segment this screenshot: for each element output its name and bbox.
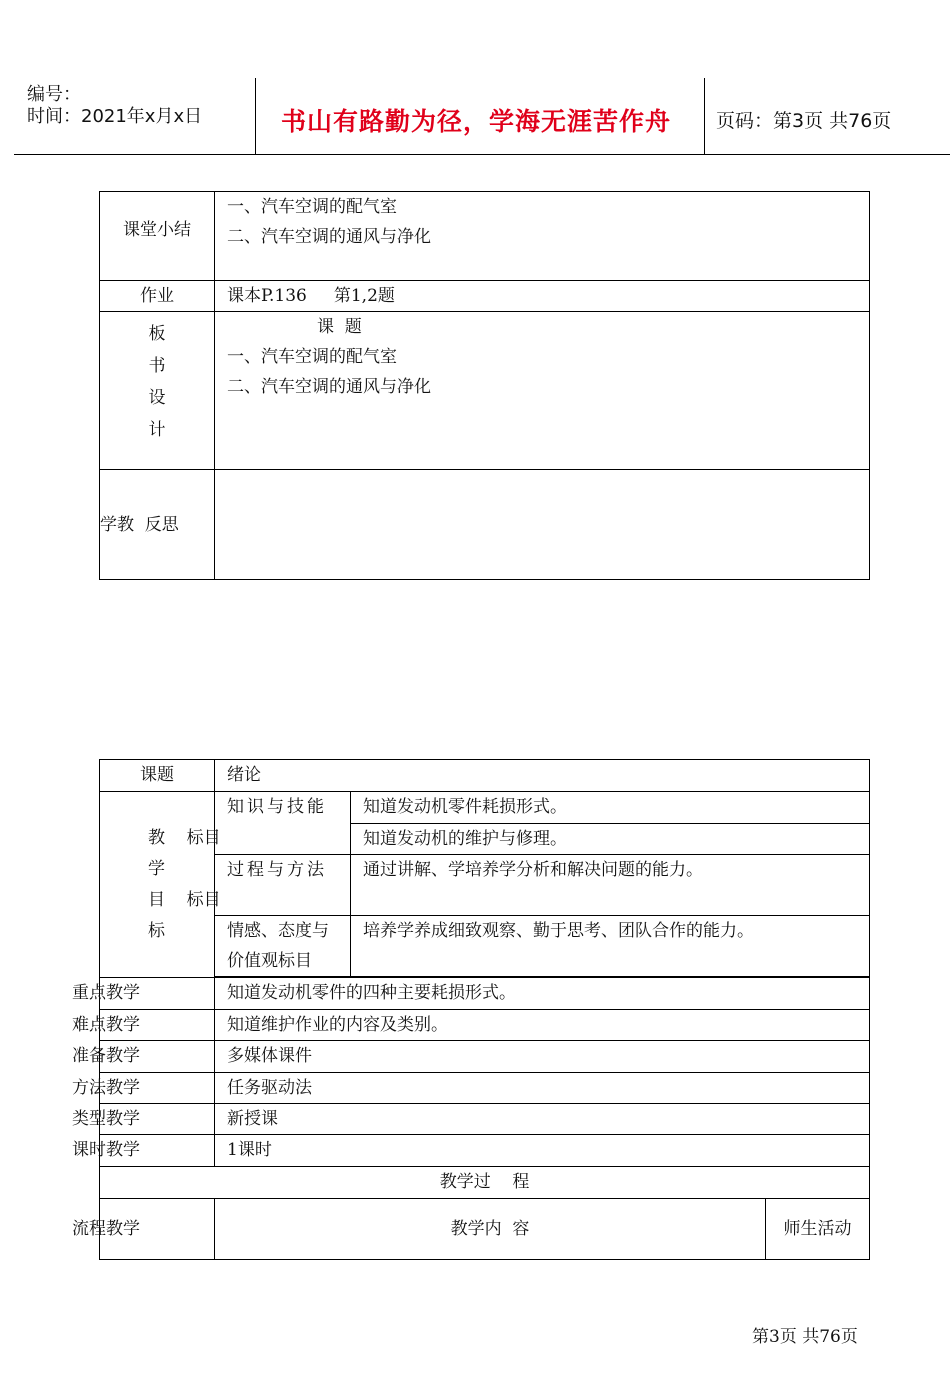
header-divider-right	[704, 78, 705, 155]
summary-label: 课堂小结	[123, 220, 191, 240]
document-time-label: 时间：2021年x月x日	[27, 106, 203, 127]
process-label: 过程与方法	[215, 855, 351, 916]
process-text: 通过讲解、学培养学分析和解决问题的能力。	[351, 855, 870, 916]
board-label-char-3: 设	[148, 388, 166, 408]
topic-label: 课题	[100, 760, 215, 792]
teacher-student-activity-label: 师生活动	[766, 1199, 870, 1260]
method-value: 任务驱动法	[215, 1073, 870, 1104]
lesson-type-value: 新授课	[215, 1104, 870, 1135]
header-motto: 书山有路勤为径，学海无涯苦作舟	[281, 107, 672, 136]
emotion-label-line-2: 价值观标目	[227, 951, 312, 971]
key-points-value: 知道发动机零件的四种主要耗损形式。	[215, 978, 870, 1010]
key-points-row	[100, 978, 870, 1010]
goals-label-line-2: 学	[148, 858, 165, 879]
flow-label: 流程教学	[100, 1199, 215, 1260]
goals-label-line-1: 教 标目	[148, 827, 221, 848]
preparation-row	[100, 1041, 870, 1073]
class-hours-row	[100, 1135, 870, 1167]
goals-label-line-4: 标	[148, 920, 165, 941]
topic-row	[100, 760, 870, 792]
reflection-label: 学教 反思	[100, 470, 215, 580]
board-design-label-cell	[100, 312, 215, 470]
knowledge-row-1	[100, 792, 870, 824]
preparation-value: 多媒体课件	[215, 1041, 870, 1073]
summary-content-cell	[215, 192, 870, 281]
emotion-text: 培养学养成细致观察、勤于思考、团队合作的能力。	[351, 916, 870, 977]
class-hours-value: 1课时	[215, 1135, 870, 1167]
document-number-label: 编号：	[27, 84, 81, 105]
emotion-label-cell	[215, 916, 351, 977]
summary-row	[100, 192, 870, 281]
preparation-label: 准备教学	[100, 1041, 215, 1073]
board-title: 课 题	[317, 317, 362, 337]
lesson-type-row	[100, 1104, 870, 1135]
topic-value: 绪论	[215, 760, 870, 792]
difficulties-label: 难点教学	[100, 1010, 215, 1041]
board-design-row	[100, 312, 870, 470]
flow-row	[100, 1199, 870, 1260]
board-label-char-1: 板	[148, 324, 166, 344]
homework-text: 课本P.136 第1,2题	[215, 281, 870, 312]
teaching-process-header: 教学过 程	[100, 1167, 870, 1199]
emotion-row	[100, 916, 870, 977]
key-points-label: 重点教学	[100, 978, 215, 1010]
difficulties-row	[100, 1010, 870, 1041]
board-line-2: 二、汽车空调的通风与净化	[227, 377, 431, 397]
summary-line-2: 二、汽车空调的通风与净化	[227, 227, 431, 247]
header-bottom-rule	[14, 154, 950, 155]
method-row	[100, 1073, 870, 1104]
knowledge-item-1: 知道发动机零件耗损形式。	[351, 792, 870, 824]
board-label-char-4: 计	[148, 420, 166, 440]
summary-label-cell	[100, 192, 215, 281]
reflection-row	[100, 470, 870, 580]
board-line-1: 一、汽车空调的配气室	[227, 347, 397, 367]
method-label: 方法教学	[100, 1073, 215, 1104]
teaching-goals-label-cell	[100, 792, 221, 978]
homework-row	[100, 281, 870, 312]
difficulties-value: 知道维护作业的内容及类别。	[215, 1010, 870, 1041]
lesson-plan-table	[72, 759, 870, 1260]
header-page-code: 页码：第3页 共76页	[716, 110, 892, 132]
goals-label-line-3: 目 标目	[148, 889, 221, 910]
knowledge-item-2: 知道发动机的维护与修理。	[351, 824, 870, 855]
homework-label: 作业	[100, 281, 215, 312]
knowledge-label: 知识与技能	[215, 792, 351, 855]
header-divider-left	[255, 78, 256, 155]
footer-page-number: 第3页 共76页	[752, 1327, 858, 1347]
class-hours-label: 课时教学	[100, 1135, 215, 1167]
lesson-type-label: 类型教学	[100, 1104, 215, 1135]
emotion-label-line-1: 情感、态度与	[227, 921, 329, 941]
teaching-content-label: 教学内 容	[215, 1199, 766, 1260]
process-header-row	[100, 1167, 870, 1199]
lesson-summary-table	[99, 191, 870, 580]
reflection-content	[215, 470, 870, 580]
board-design-content	[215, 312, 870, 470]
summary-line-1: 一、汽车空调的配气室	[227, 197, 397, 217]
board-label-char-2: 书	[148, 356, 166, 376]
